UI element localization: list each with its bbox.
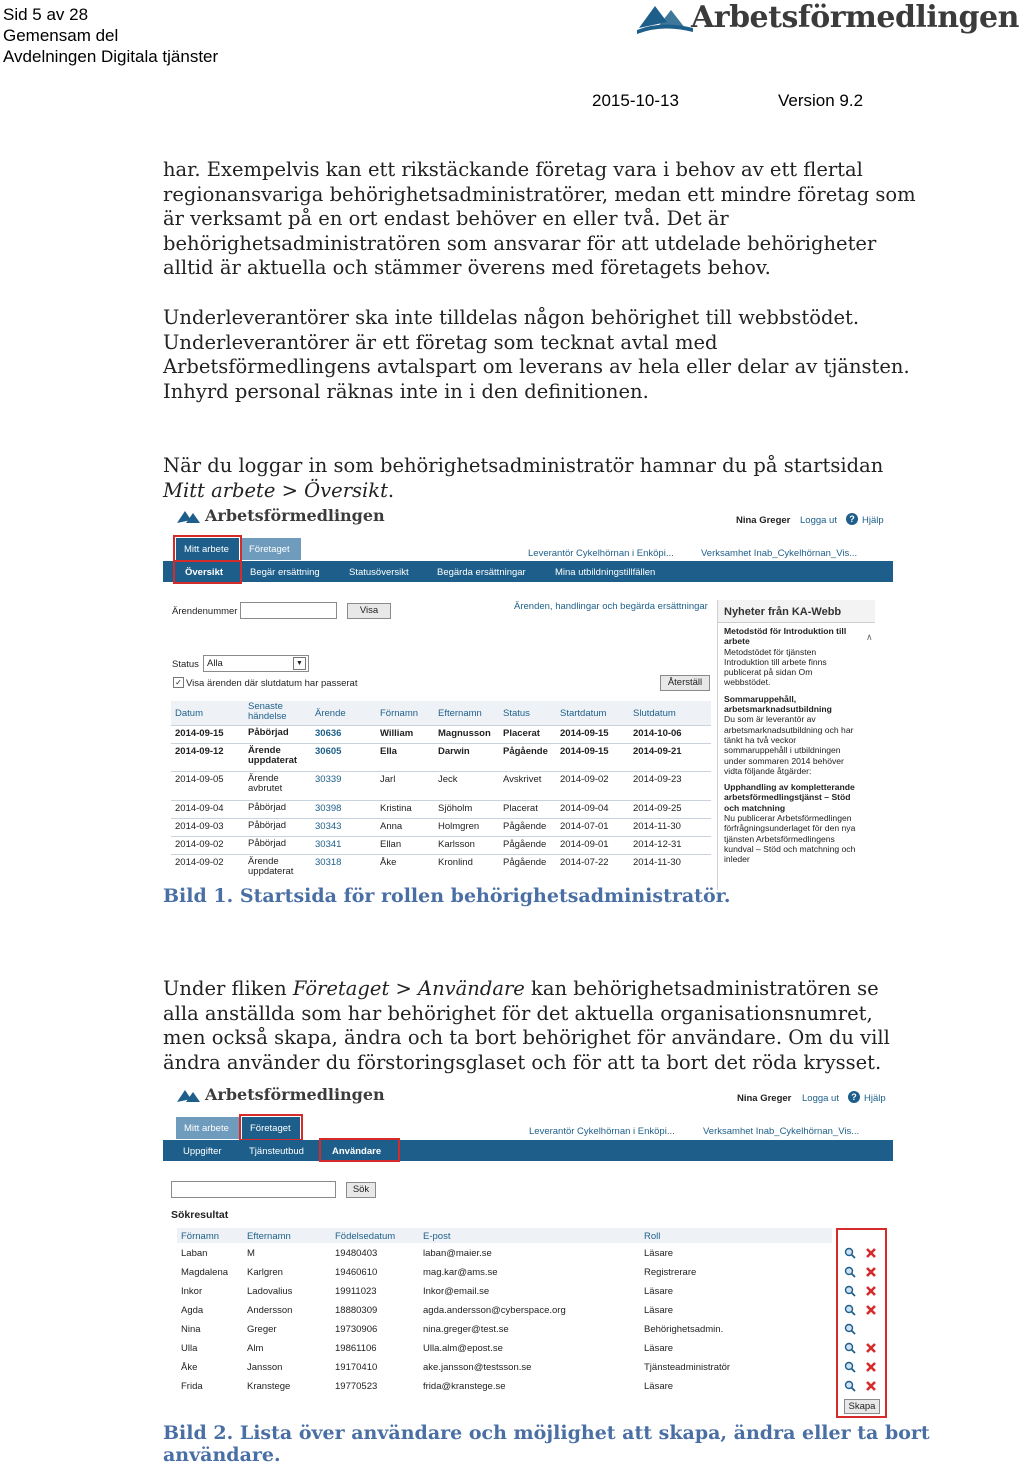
document-date: 2015-10-13: [592, 91, 679, 110]
tab-label: Företaget: [250, 1123, 291, 1134]
col-arende[interactable]: Ärende: [315, 708, 346, 719]
user-cell-efternamn: Andersson: [247, 1305, 293, 1316]
col-fornamn[interactable]: Förnamn: [181, 1231, 220, 1242]
subtab-statusoversikt[interactable]: Statusöversikt: [349, 567, 409, 578]
user-cell-fornamn: Agda: [181, 1305, 204, 1316]
text-line: behörighetsadministratören som ansvarar för att utdelade behörigheter: [163, 231, 877, 255]
row-divider: [171, 800, 711, 801]
case-cell-datum: 2014-09-02: [175, 857, 224, 868]
help-link[interactable]: Hjälp: [864, 1093, 886, 1104]
case-cell-slut: 2014-11-30: [633, 821, 681, 832]
col-fornamn[interactable]: Förnamn: [380, 708, 419, 719]
tab-label: Mitt arbete: [184, 544, 229, 555]
text-line: När du loggar in som behörighetsadministratör hamnar du på startsidan: [163, 454, 884, 477]
row-divider: [171, 836, 711, 837]
case-cell-status: Pågående: [503, 746, 548, 757]
text-line: kan behörighetsadministratören se: [524, 977, 879, 1000]
row-divider: [171, 854, 711, 855]
case-cell-fornamn: William: [380, 728, 414, 739]
context-business[interactable]: Verksamhet Inab_Cykelhörnan_Vis...: [703, 1126, 860, 1137]
visa-button[interactable]: Visa: [347, 603, 391, 619]
paragraph-4: [163, 977, 890, 1075]
tab-mitt-arbete[interactable]: [176, 1117, 239, 1139]
text-line: Underleverantörer ska inte tilldelas någon behörighet till webbstödet.: [163, 306, 860, 329]
user-cell-fodd: 19480403: [335, 1248, 378, 1259]
case-cell-status: Pågående: [503, 839, 547, 850]
screenshot-overview: [163, 504, 893, 884]
tab-foretaget[interactable]: [241, 538, 301, 560]
user-cell-roll: Tjänsteadministratör: [644, 1362, 731, 1373]
context-business[interactable]: Verksamhet Inab_Cykelhörnan_Vis...: [701, 548, 858, 559]
user-cell-efternamn: Kranstege: [247, 1381, 291, 1392]
case-cell-status: Pågående: [503, 821, 547, 832]
case-cell-slut: 2014-10-06: [633, 728, 682, 739]
news-heading[interactable]: Sommaruppehåll, arbetsmarknadsutbildning: [724, 693, 832, 715]
case-cell-slut: 2014-09-23: [633, 774, 682, 785]
case-cell-status: Placerat: [503, 803, 538, 814]
case-cell-status: Avskrivet: [503, 774, 542, 785]
col-epost[interactable]: E-post: [423, 1231, 451, 1242]
expired-checkbox[interactable]: ✓: [173, 677, 184, 688]
user-cell-efternamn: Alm: [247, 1343, 264, 1354]
text-line: Underleverantörer är ett företag som tecknat avtal med: [163, 330, 718, 354]
user-name: Nina Greger: [736, 515, 791, 526]
case-cell-arende[interactable]: 30636: [315, 728, 342, 739]
user-cell-fornamn: Laban: [181, 1248, 208, 1259]
case-cell-start: 2014-09-15: [560, 728, 609, 739]
case-cell-arende[interactable]: 30341: [315, 839, 342, 850]
case-cell-efternamn: Sjöholm: [438, 803, 473, 814]
text-line: ändra använder du förstoringsglaset och för att ta bort det röda krysset.: [163, 1050, 882, 1074]
subtab-uppgifter[interactable]: Uppgifter: [183, 1146, 222, 1157]
user-cell-epost: agda.andersson@cyberspace.org: [423, 1305, 566, 1316]
search-input[interactable]: [171, 1181, 336, 1198]
text-line: .: [387, 478, 395, 502]
news-body: Nu publicerar Arbetsförmedlingen förfrågningsunderlaget för den nya tjänsten Arbetsförmedlingens kundval – Stöd och matchning och inleder: [724, 813, 856, 865]
case-cell-handelse: Ärende uppdaterat: [248, 856, 294, 877]
case-cell-efternamn: Magnusson: [438, 728, 491, 739]
case-cell-slut: 2014-12-31: [633, 839, 682, 850]
user-cell-fornamn: Ulla: [181, 1343, 198, 1354]
case-cell-handelse: Påbörjad: [248, 802, 287, 813]
user-cell-roll: Läsare: [644, 1248, 674, 1259]
subtab-begarda-ersattningar[interactable]: Begärda ersättningar: [437, 567, 526, 578]
user-cell-fornamn: Nina: [181, 1324, 201, 1335]
user-cell-epost: nina.greger@test.se: [423, 1324, 509, 1335]
col-datum[interactable]: Datum: [175, 708, 203, 719]
subtab-tjansteutbud[interactable]: Tjänsteutbud: [249, 1146, 304, 1157]
row-divider: [171, 743, 711, 744]
user-cell-roll: Läsare: [644, 1381, 674, 1392]
user-cell-epost: ake.jansson@testsson.se: [423, 1362, 532, 1373]
tab-label: Mitt arbete: [184, 1123, 229, 1134]
case-cell-arende[interactable]: 30605: [315, 746, 342, 757]
af-logo-icon: [176, 509, 202, 527]
caption-line: användare.: [163, 1444, 281, 1466]
user-cell-fodd: 18880309: [335, 1305, 378, 1316]
menu-path: Mitt arbete > Översikt: [163, 478, 388, 502]
news-list: [724, 626, 860, 865]
case-cell-slut: 2014-11-30: [633, 857, 681, 868]
text-line: Inhyrd personal räknas inte in i den definitionen.: [163, 379, 649, 403]
user-cell-epost: frida@kranstege.se: [423, 1381, 506, 1392]
help-icon[interactable]: ?: [846, 513, 858, 525]
case-cell-start: 2014-07-22: [560, 857, 609, 868]
menu-path: Företaget > Användare: [292, 977, 525, 1000]
news-body: Du som är leverantör av arbetsmarknadsutbildning och har tänkt ha två veckor sommaruppehåll i utbildningen under sommaren 2014 behöver vidta följande åtgärder:: [724, 714, 854, 776]
user-cell-fodd: 19770523: [335, 1381, 378, 1392]
figure-caption-1: Bild 1. Startsida för rollen behörighetsadministratör.: [163, 885, 731, 907]
col-efternamn[interactable]: Efternamn: [438, 708, 482, 719]
results-title: Sökresultat: [171, 1209, 229, 1221]
user-cell-fodd: 19460610: [335, 1267, 378, 1278]
case-cell-slut: 2014-09-25: [633, 803, 682, 814]
user-cell-efternamn: Jansson: [247, 1362, 283, 1373]
search-button[interactable]: Sök: [346, 1182, 376, 1198]
case-cell-start: 2014-09-01: [560, 839, 609, 850]
col-roll[interactable]: Roll: [644, 1231, 661, 1242]
help-link[interactable]: Hjälp: [862, 515, 884, 526]
case-cell-fornamn: Ella: [380, 746, 397, 757]
user-cell-fodd: 19730906: [335, 1324, 378, 1335]
logo-text: Arbetsförmedlingen: [205, 506, 385, 525]
user-cell-fornamn: Magdalena: [181, 1267, 229, 1278]
af-logo-icon: [637, 2, 697, 40]
user-cell-roll: Behörighetsadmin.: [644, 1324, 724, 1335]
news-heading[interactable]: Metodstöd för Introduktion till arbete: [724, 626, 847, 647]
text-line: men också skapa, ändra och ta bort behörighet för användare. Om du vill: [163, 1026, 890, 1050]
user-cell-roll: Registrerare: [644, 1267, 697, 1278]
text-line: alltid är aktuella och stämmer överens med företagets behov.: [163, 256, 771, 280]
col-startdatum[interactable]: Startdatum: [560, 708, 607, 719]
case-cell-efternamn: Karlsson: [438, 839, 475, 850]
case-cell-fornamn: Ellan: [380, 839, 402, 850]
case-cell-efternamn: Kronlind: [438, 857, 473, 868]
case-cell-fornamn: Åke: [380, 857, 397, 868]
brand-logo: [637, 0, 1019, 40]
user-cell-roll: Läsare: [644, 1343, 674, 1354]
status-value: Alla: [207, 658, 223, 669]
row-divider: [171, 771, 711, 772]
highlight-box: [239, 1114, 303, 1141]
af-logo-icon: [176, 1088, 202, 1106]
arenden-link[interactable]: Ärenden, handlingar och begärda ersättningar: [514, 601, 708, 612]
document-version: Version 9.2: [778, 91, 864, 110]
case-cell-datum: 2014-09-04: [175, 803, 224, 814]
text-line: är verksamt på en ort endast behöver en eller två. Det är: [163, 207, 729, 231]
scroll-up-icon[interactable]: ∧: [866, 632, 873, 642]
user-cell-roll: Läsare: [644, 1286, 674, 1297]
col-fodelsedatum[interactable]: Födelsedatum: [335, 1231, 396, 1242]
user-cell-efternamn: Greger: [247, 1324, 277, 1335]
case-cell-fornamn: Jarl: [380, 774, 396, 785]
caption-line: Bild 2. Lista över användare och möjlighet att skapa, ändra eller ta bort: [163, 1422, 930, 1444]
case-cell-datum: 2014-09-05: [175, 774, 224, 785]
case-cell-arende[interactable]: 30343: [315, 821, 342, 832]
case-cell-handelse: Ärende uppdaterat: [248, 745, 298, 766]
user-cell-fodd: 19911023: [335, 1286, 377, 1297]
case-cell-datum: 2014-09-03: [175, 821, 224, 832]
news-title: Nyheter från KA-Webb: [724, 606, 842, 618]
case-cell-status: Placerat: [503, 728, 540, 739]
case-cell-start: 2014-09-15: [560, 746, 609, 757]
create-user-button[interactable]: Skapa: [844, 1399, 880, 1414]
logo-text: Arbetsförmedlingen: [691, 0, 1019, 35]
status-label: Status: [172, 659, 199, 670]
screenshot-users: [163, 1083, 893, 1420]
case-cell-handelse: Ärende avbrutet: [248, 773, 283, 794]
case-cell-start: 2014-09-04: [560, 803, 609, 814]
highlight-box: [836, 1228, 887, 1418]
case-cell-handelse: Påbörjad: [248, 838, 287, 849]
chevron-down-icon: ▼: [293, 657, 306, 670]
user-cell-epost: laban@maier.se: [423, 1248, 492, 1259]
user-cell-fornamn: Åke: [181, 1362, 198, 1373]
text-line: Under fliken: [163, 977, 293, 1000]
case-cell-status: Pågående: [503, 857, 547, 868]
col-senaste-handelse[interactable]: Senaste händelse: [248, 701, 287, 722]
case-cell-efternamn: Holmgren: [438, 821, 480, 832]
case-cell-slut: 2014-09-21: [633, 746, 682, 757]
case-cell-arende[interactable]: 30398: [315, 803, 342, 814]
logo-text: Arbetsförmedlingen: [205, 1085, 385, 1104]
col-slutdatum[interactable]: Slutdatum: [633, 708, 676, 719]
case-cell-fornamn: Anna: [380, 821, 403, 832]
logout-link[interactable]: Logga ut: [802, 1093, 839, 1104]
help-icon[interactable]: ?: [848, 1091, 860, 1103]
status-select[interactable]: [203, 655, 309, 672]
checkbox-label: Visa ärenden där slutdatum har passerat: [186, 678, 358, 689]
subtab-anvandare[interactable]: Användare: [332, 1146, 382, 1157]
user-cell-fornamn: Frida: [181, 1381, 203, 1392]
case-cell-start: 2014-09-02: [560, 774, 609, 785]
case-cell-fornamn: Kristina: [380, 803, 412, 814]
user-cell-roll: Läsare: [644, 1305, 674, 1316]
news-panel: [717, 600, 875, 890]
paragraph-3: [163, 454, 883, 503]
case-cell-efternamn: Jeck: [438, 774, 458, 785]
row-divider: [171, 725, 711, 726]
user-cell-fornamn: Inkor: [181, 1286, 203, 1297]
user-cell-epost: mag.kar@ams.se: [423, 1267, 498, 1278]
case-cell-datum: 2014-09-15: [175, 728, 224, 739]
user-cell-efternamn: Ladovalius: [247, 1286, 293, 1297]
text-line: Arbetsförmedlingens avtalspart om leverans av hela eller delar av tjänsten.: [163, 355, 910, 379]
case-cell-arende[interactable]: 30318: [315, 857, 342, 868]
user-name: Nina Greger: [737, 1093, 792, 1104]
highlight-box: [319, 1138, 400, 1162]
case-cell-handelse: Påbörjad: [248, 727, 289, 738]
user-cell-efternamn: Karlgren: [247, 1267, 283, 1278]
case-cell-datum: 2014-09-12: [175, 746, 224, 757]
highlight-box: [173, 560, 242, 584]
user-cell-epost: Inkor@email.se: [423, 1286, 490, 1297]
user-cell-fodd: 19170410: [335, 1362, 378, 1373]
section-title: Gemensam del: [3, 26, 119, 45]
tab-label: Företaget: [249, 544, 290, 555]
figure-caption-2: [163, 1422, 930, 1466]
department-title: Avdelningen Digitala tjänster: [3, 47, 219, 66]
news-heading[interactable]: Upphandling av kompletterande arbetsförmedlingstjänst – Stöd och matchning: [724, 782, 855, 813]
reset-button[interactable]: Återställ: [660, 675, 710, 691]
context-supplier[interactable]: Leverantör Cykelhörnan i Enköpi...: [528, 548, 674, 559]
subtab-begar-ersattning[interactable]: Begär ersättning: [250, 567, 320, 578]
paragraph-1: [163, 158, 916, 281]
arende-input[interactable]: [240, 602, 337, 619]
user-cell-epost: Ulla.alm@epost.se: [423, 1343, 503, 1354]
highlight-box: [173, 535, 242, 562]
case-cell-start: 2014-07-01: [560, 821, 609, 832]
context-supplier[interactable]: Leverantör Cykelhörnan i Enköpi...: [529, 1126, 675, 1137]
text-line: alla anställda som har behörighet för det aktuella organisationsnumret,: [163, 1001, 873, 1025]
logout-link[interactable]: Logga ut: [800, 515, 837, 526]
subtab-utbildningstillfallen[interactable]: Mina utbildningstillfällen: [555, 567, 656, 578]
case-cell-efternamn: Darwin: [438, 746, 470, 757]
col-efternamn[interactable]: Efternamn: [247, 1231, 291, 1242]
case-cell-datum: 2014-09-02: [175, 839, 224, 850]
subtab-oversikt[interactable]: Översikt: [185, 567, 224, 578]
page-number: Sid 5 av 28: [3, 5, 89, 24]
news-body: Metodstödet för tjänsten Introduktion till arbete finns publicerat på sidan Om webbstödet.: [724, 646, 827, 688]
paragraph-2: [163, 306, 910, 404]
case-cell-handelse: Påbörjad: [248, 820, 287, 831]
row-divider: [171, 818, 711, 819]
text-line: regionansvariga behörighetsadministratörer, medan ett mindre företag som: [163, 182, 916, 206]
text-line: har. Exempelvis kan ett rikstäckande företag vara i behov av ett flertal: [163, 158, 863, 181]
user-cell-fodd: 19861106: [335, 1343, 377, 1354]
case-cell-arende[interactable]: 30339: [315, 774, 342, 785]
col-status[interactable]: Status: [503, 708, 530, 719]
user-cell-efternamn: M: [247, 1248, 255, 1259]
arende-label: Ärendenummer: [172, 606, 238, 617]
